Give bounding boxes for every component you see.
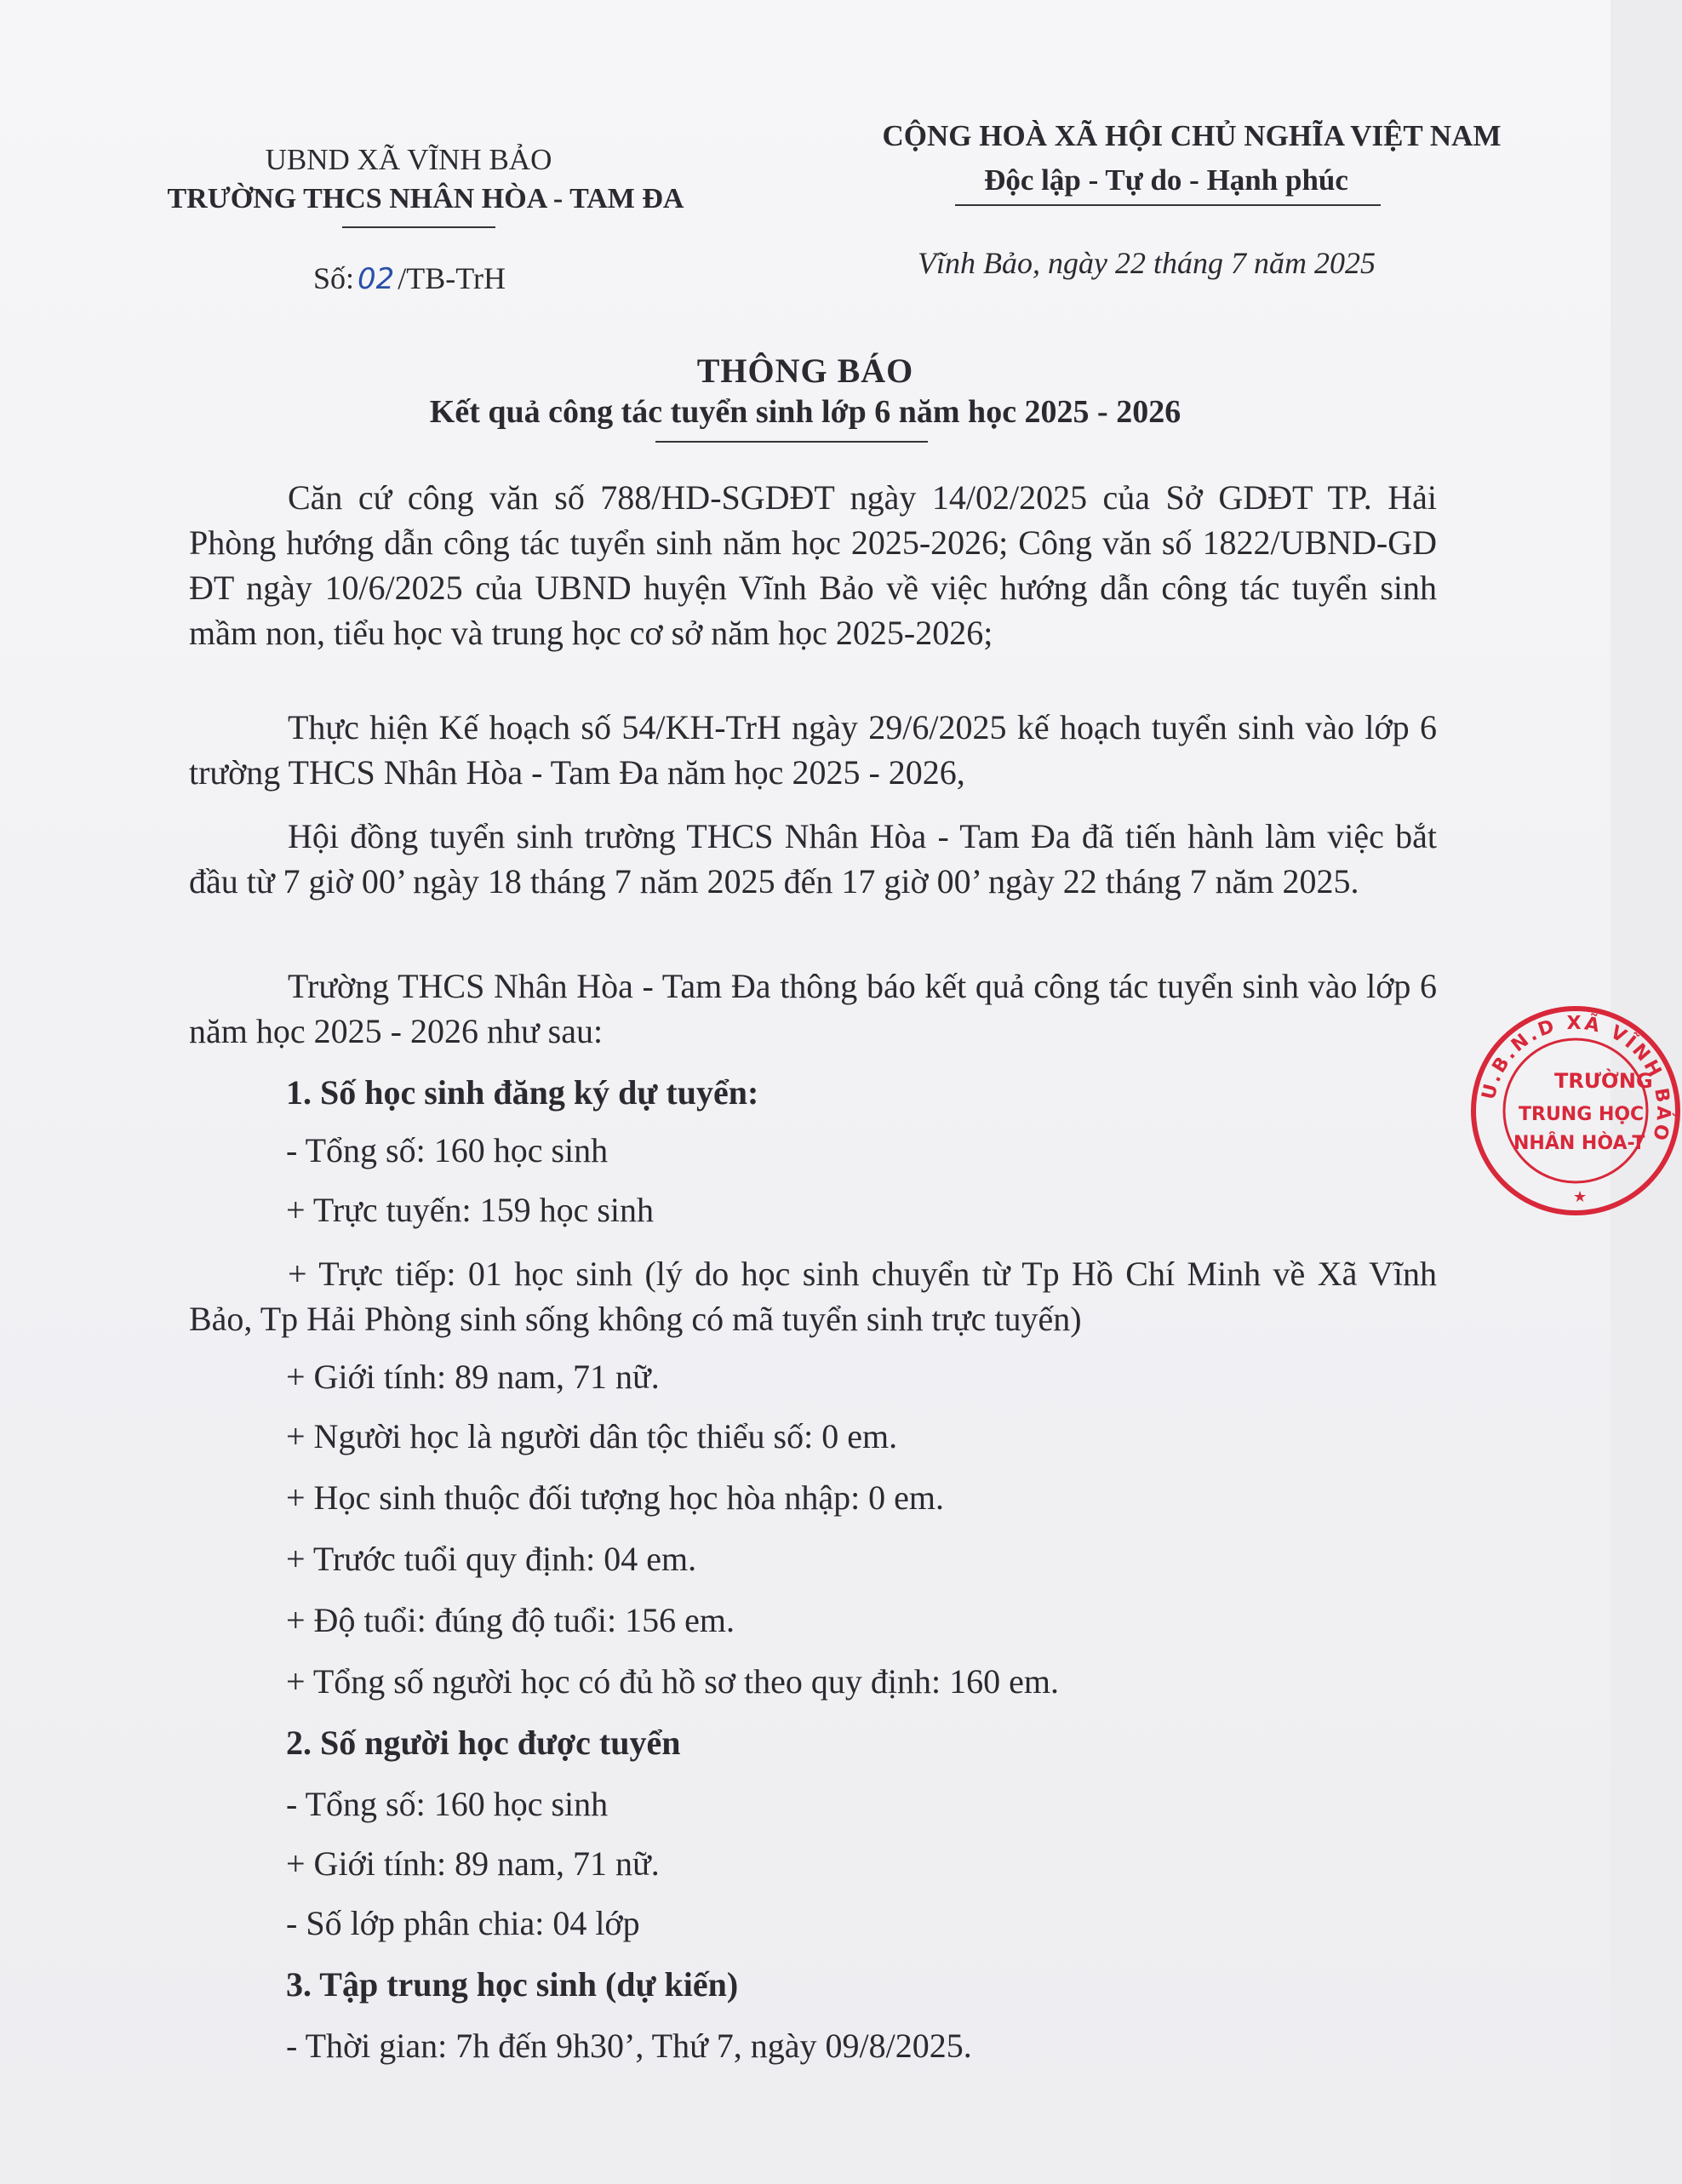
paragraph-legal-basis: Căn cứ công văn số 788/HD-SGDĐT ngày 14/02/2025 của Sở GDĐT TP. Hải Phòng hướng dẫn công tác tuyển sinh năm học 2025-2026; Công văn số 1822/UBND-GD ĐT ngày 10/6/2025 của UBND huyện Vĩnh Bảo về việc hướng dẫn công tác tuyển sinh mầm non, tiểu học và trung học cơ sở năm học 2025-2026; (189, 478, 1437, 652)
section2-heading: 2. Số người học được tuyển (286, 1724, 681, 1762)
stamp-ring-text: U.B.N.D XÃ VĨNH BẢO (1478, 1012, 1674, 1146)
authority-name: UBND XÃ VĨNH BẢO (265, 143, 552, 176)
stamp-star: ★ (1573, 1188, 1588, 1206)
section2-total: - Tổng số: 160 học sinh (286, 1785, 609, 1823)
section1-ethnic: + Người học là người dân tộc thiểu số: 0 em. (286, 1417, 898, 1455)
section3-time: - Thời gian: 7h đến 9h30’, Thứ 7, ngày 09/8/2025. (286, 2027, 972, 2065)
section3-heading: 3. Tập trung học sinh (dự kiến) (286, 1965, 739, 2004)
document-subtitle: Kết quả công tác tuyển sinh lớp 6 năm học 2025 - 2026 (429, 394, 1181, 430)
school-name-underline (342, 226, 495, 228)
paragraph-council: Hội đồng tuyển sinh trường THCS Nhân Hòa - Tam Đa đã tiến hành làm việc bắt đầu từ 7 giờ 00’ ngày 18 tháng 7 năm 2025 đến 17 giờ 00’ ngày 22 tháng 7 năm 2025. (189, 817, 1437, 900)
section1-age: + Độ tuổi: đúng độ tuổi: 156 em. (286, 1601, 735, 1639)
section1-underage: + Trước tuổi quy định: 04 em. (286, 1540, 697, 1578)
document-title: THÔNG BÁO (696, 352, 914, 390)
document-number-value: 02 (358, 262, 395, 296)
place-and-date: Vĩnh Bảo, ngày 22 tháng 7 năm 2025 (918, 246, 1376, 280)
section1-inclusive: + Học sinh thuộc đối tượng học hòa nhập: 0 em. (286, 1478, 945, 1517)
official-stamp (1469, 1004, 1682, 1217)
subtitle-underline (655, 441, 928, 443)
school-name: TRƯỜNG THCS NHÂN HÒA - TAM ĐA (167, 183, 684, 214)
document-number (313, 260, 506, 296)
paragraph-plan: Thực hiện Kế hoạch số 54/KH-TrH ngày 29/6/2025 kế hoạch tuyển sinh vào lớp 6 trường THCS Nhân Hòa - Tam Đa năm học 2025 - 2026, (189, 708, 1437, 792)
document-number-prefix: Số: (313, 261, 355, 295)
motto-underline (955, 204, 1381, 206)
section1-online: + Trực tuyến: 159 học sinh (286, 1191, 655, 1229)
section1-heading: 1. Số học sinh đăng ký dự tuyển: (286, 1073, 759, 1112)
section1-gender: + Giới tính: 89 nam, 71 nữ. (286, 1358, 660, 1396)
section2-gender: + Giới tính: 89 nam, 71 nữ. (286, 1844, 660, 1883)
section1-complete-files: + Tổng số người học có đủ hồ sơ theo quy định: 160 em. (286, 1662, 1059, 1701)
paragraph-announcement: Trường THCS Nhân Hòa - Tam Đa thông báo kết quả công tác tuyển sinh vào lớp 6 năm học 2025 - 2026 như sau: (189, 967, 1437, 1050)
stamp-line-2: TRUNG HỌC (1519, 1104, 1645, 1125)
section1-total: - Tổng số: 160 học sinh (286, 1131, 609, 1169)
section2-classes: - Số lớp phân chia: 04 lớp (286, 1904, 640, 1942)
stamp-line-3: NHÂN HÒA-T (1513, 1133, 1645, 1154)
stamp-line-1: TRƯỜNG (1554, 1069, 1653, 1093)
section1-direct: + Trực tiếp: 01 học sinh (lý do học sinh chuyển từ Tp Hồ Chí Minh về Xã Vĩnh Bảo, Tp Hải Phòng sinh sống không có mã tuyển sinh trực tuyến) (189, 1255, 1437, 1338)
document-number-suffix: /TB-TrH (398, 261, 506, 295)
national-motto: Độc lập - Tự do - Hạnh phúc (984, 163, 1348, 197)
nation-name: CỘNG HOÀ XÃ HỘI CHỦ NGHĨA VIỆT NAM (882, 119, 1502, 152)
